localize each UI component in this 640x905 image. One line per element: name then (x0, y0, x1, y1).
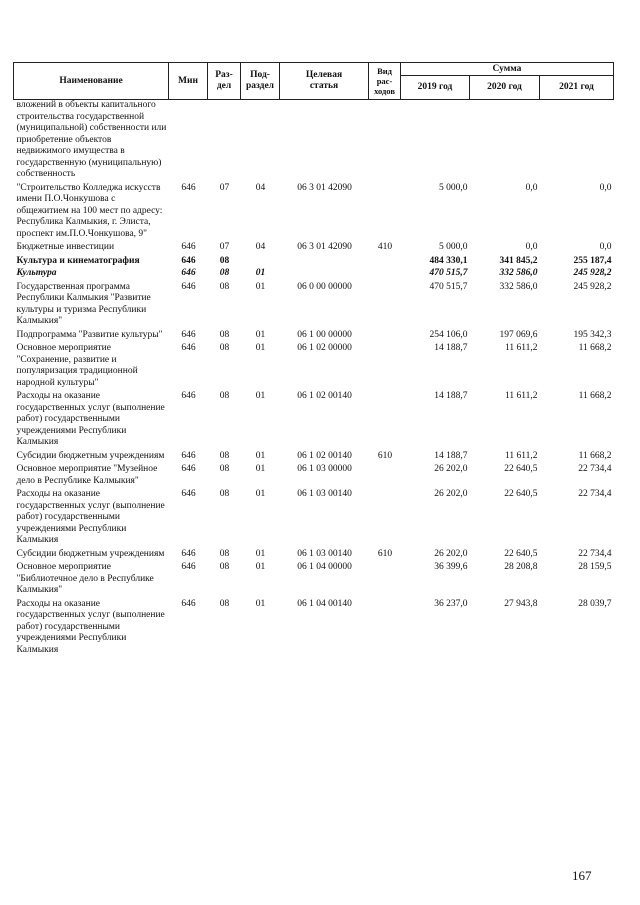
cell-sum-2019: 14 188,7 (434, 391, 468, 401)
table-body (14, 100, 614, 657)
cell-podrazdel: 01 (255, 464, 266, 474)
cell-celevaya-statya (280, 100, 369, 181)
cell-vid-rashodov (369, 487, 401, 547)
cell-sum-2020: 197 069,6 (499, 329, 538, 340)
cell-name: Расходы на оказание государственных услуг (выполнение работ) государственными учреждениями Республики Калмыкия (16, 598, 165, 655)
cell-razdel: 08 (219, 329, 230, 340)
header-vid-rashodov: Вид рас- ходов (369, 63, 401, 100)
cell-sum-2019: 26 202,0 (434, 548, 468, 559)
table-row (14, 487, 614, 547)
cell-min: 646 (181, 182, 196, 193)
cell-sum-2019: 5 000,0 (439, 182, 468, 193)
cell-name: Субсидии бюджетным учреждениям (16, 548, 165, 559)
header-celevaya-statya: Целевая статья (280, 63, 369, 100)
cell-min: 646 (181, 281, 196, 292)
cell-sum-2021: 22 734,4 (578, 464, 612, 474)
cell-sum-2020: 341 845,2 (499, 255, 538, 266)
header-podrazdel: Под- раздел (241, 63, 280, 100)
cell-sum-2020: 11 611,2 (504, 450, 538, 461)
table-row (14, 267, 614, 280)
cell-sum-2020: 22 640,5 (504, 489, 538, 499)
cell-sum-2021: 245 928,2 (573, 268, 612, 278)
header-summa: Сумма (401, 63, 614, 76)
cell-celevaya-statya (280, 267, 369, 280)
cell-name: Основное мероприятие "Музейное дело в Республике Калмыкия" (16, 464, 158, 486)
cell-vid-rashodov: 610 (377, 450, 393, 461)
cell-name: Культура (16, 268, 57, 278)
cell-podrazdel: 01 (255, 450, 266, 461)
table-row (14, 547, 614, 561)
table-row (14, 181, 614, 241)
cell-sum-2020 (470, 100, 540, 181)
cell-sum-2019: 254 106,0 (429, 329, 468, 340)
cell-vid-rashodov (369, 100, 401, 181)
cell-razdel: 08 (219, 281, 230, 292)
cell-name: Расходы на оказание государственных услуг (выполнение работ) государственными учреждениями Республики Калмыкия (16, 391, 165, 447)
cell-sum-2020: 22 640,5 (504, 464, 538, 474)
cell-razdel: 07 (219, 242, 230, 252)
cell-sum-2021: 11 668,2 (578, 450, 612, 461)
cell-sum-2021: 0,0 (599, 242, 612, 252)
cell-sum-2021: 245 928,2 (573, 281, 612, 292)
cell-podrazdel: 01 (255, 281, 266, 292)
cell-sum-2020: 332 586,0 (499, 268, 538, 278)
cell-min: 646 (181, 450, 196, 461)
header-year-2020: 2020 год (470, 76, 540, 100)
cell-sum-2019: 26 202,0 (434, 489, 468, 499)
table-row (14, 389, 614, 449)
cell-podrazdel: 04 (255, 182, 266, 193)
header-name: Наименование (14, 63, 169, 100)
cell-podrazdel (241, 100, 280, 181)
cell-sum-2021: 22 734,4 (578, 548, 612, 559)
table-row (14, 462, 614, 487)
cell-podrazdel: 01 (255, 548, 266, 559)
cell-min: 646 (181, 329, 196, 340)
cell-name: Подпрограмма "Развитие культуры" (16, 329, 163, 340)
cell-razdel (208, 100, 241, 181)
cell-name: Культура и кинематография (16, 255, 140, 266)
cell-podrazdel: 01 (255, 562, 266, 572)
table-row (14, 341, 614, 389)
header-min: Мин (169, 63, 208, 100)
cell-podrazdel (241, 254, 280, 268)
cell-vid-rashodov (369, 181, 401, 241)
cell-name: "Строительство Колледжа искусств имени П.О.Чонкушова с общежитием на 100 мест по адресу: Республика Калмыкия, г. Элиста, проспект им.П.О.Чонкушова, 9" (16, 182, 163, 239)
table-row (14, 560, 614, 597)
cell-celevaya-statya: 06 1 02 00140 (297, 391, 352, 401)
cell-podrazdel: 01 (255, 489, 266, 499)
cell-name: Расходы на оказание государственных услуг (выполнение работ) государственными учреждениями Республики Калмыкия (16, 489, 165, 545)
cell-sum-2021: 28 159,5 (578, 562, 612, 572)
cell-sum-2019 (401, 100, 470, 181)
cell-vid-rashodov (369, 254, 401, 268)
cell-min: 646 (181, 242, 196, 252)
cell-razdel: 08 (219, 598, 230, 609)
cell-celevaya-statya: 06 3 01 42090 (297, 182, 352, 193)
budget-table (13, 62, 614, 656)
cell-min: 646 (181, 391, 196, 401)
cell-sum-2021: 255 187,4 (573, 255, 612, 266)
cell-vid-rashodov (369, 341, 401, 389)
cell-sum-2021: 11 668,2 (578, 343, 612, 353)
table-row (14, 597, 614, 657)
cell-sum-2021: 11 668,2 (578, 391, 612, 401)
cell-podrazdel: 01 (255, 329, 266, 340)
cell-vid-rashodov (369, 389, 401, 449)
cell-sum-2020: 332 586,0 (499, 281, 538, 292)
cell-celevaya-statya: 06 1 02 00140 (297, 450, 352, 461)
cell-sum-2019: 36 399,6 (434, 562, 468, 572)
cell-celevaya-statya: 06 1 00 00000 (297, 329, 352, 340)
cell-razdel: 08 (219, 489, 230, 499)
cell-razdel: 07 (219, 182, 230, 193)
cell-vid-rashodov (369, 462, 401, 487)
table-row (14, 280, 614, 328)
cell-celevaya-statya: 06 1 03 00140 (297, 489, 352, 499)
cell-sum-2021 (540, 100, 614, 181)
cell-vid-rashodov (369, 597, 401, 657)
cell-sum-2019: 5 000,0 (439, 242, 468, 252)
cell-min: 646 (181, 343, 196, 353)
cell-name: Основное мероприятие "Сохранение, развитие и популяризация традиционной народной культуры" (16, 343, 138, 388)
cell-name: Основное мероприятие "Библиотечное дело в Республике Калмыкия" (16, 562, 154, 595)
cell-sum-2019: 26 202,0 (434, 464, 468, 474)
cell-sum-2019: 14 188,7 (434, 450, 468, 461)
cell-vid-rashodov (369, 560, 401, 597)
cell-celevaya-statya: 06 1 04 00140 (297, 598, 352, 609)
table-row (14, 449, 614, 463)
cell-sum-2021: 195 342,3 (573, 329, 612, 340)
cell-sum-2020: 22 640,5 (504, 548, 538, 559)
cell-sum-2019: 484 330,1 (429, 255, 468, 266)
cell-sum-2021: 0,0 (599, 182, 612, 193)
cell-sum-2019: 470 515,7 (429, 268, 468, 278)
cell-celevaya-statya (280, 254, 369, 268)
cell-min: 646 (181, 255, 196, 266)
cell-name: Государственная программа Республики Калмыкия "Развитие культуры и туризма Республики Калмыкия" (16, 281, 151, 326)
cell-celevaya-statya: 06 1 03 00140 (297, 548, 352, 559)
cell-podrazdel: 01 (255, 598, 266, 609)
cell-min (169, 100, 208, 181)
cell-celevaya-statya: 06 1 02 00000 (297, 343, 352, 353)
cell-razdel: 08 (219, 562, 230, 572)
table-row (14, 254, 614, 268)
page-number: 167 (572, 868, 592, 883)
cell-vid-rashodov: 410 (377, 242, 393, 252)
cell-celevaya-statya: 06 1 03 00000 (297, 464, 352, 474)
table-row (14, 240, 614, 254)
cell-celevaya-statya: 06 1 04 00000 (297, 562, 352, 572)
cell-razdel: 08 (219, 548, 230, 559)
cell-min: 646 (181, 268, 196, 278)
cell-min: 646 (181, 489, 196, 499)
header-razdel: Раз- дел (208, 63, 241, 100)
cell-razdel: 08 (219, 255, 230, 266)
cell-razdel: 08 (219, 343, 230, 353)
cell-sum-2020: 27 943,8 (504, 598, 538, 609)
cell-vid-rashodov (369, 280, 401, 328)
cell-name: вложений в объекты капитального строительства государственной (муниципальной) собственности или приобретение объектов недвижимого имущества в государственную (муниципальную) собственность (16, 100, 167, 179)
cell-podrazdel: 01 (255, 343, 266, 353)
cell-sum-2020: 11 611,2 (504, 343, 538, 353)
cell-sum-2020: 0,0 (525, 242, 538, 252)
cell-sum-2020: 0,0 (525, 182, 538, 193)
cell-sum-2020: 28 208,8 (504, 562, 538, 572)
cell-min: 646 (181, 464, 196, 474)
cell-min: 646 (181, 598, 196, 609)
cell-sum-2019: 36 237,0 (434, 598, 468, 609)
header-year-2021: 2021 год (540, 76, 614, 100)
table-row (14, 100, 614, 181)
cell-razdel: 08 (219, 464, 230, 474)
cell-name: Субсидии бюджетным учреждениям (16, 450, 165, 461)
cell-razdel: 08 (219, 268, 230, 278)
cell-vid-rashodov: 610 (377, 548, 393, 559)
cell-podrazdel: 04 (255, 242, 266, 252)
header-year-2019: 2019 год (401, 76, 470, 100)
cell-sum-2020: 11 611,2 (504, 391, 538, 401)
cell-sum-2021: 28 039,7 (578, 598, 612, 609)
table-row (14, 328, 614, 342)
cell-razdel: 08 (219, 391, 230, 401)
cell-sum-2019: 470 515,7 (429, 281, 468, 292)
cell-vid-rashodov (369, 328, 401, 342)
cell-min: 646 (181, 548, 196, 559)
cell-sum-2021: 22 734,4 (578, 489, 612, 499)
cell-vid-rashodov (369, 267, 401, 280)
cell-celevaya-statya: 06 3 01 42090 (297, 242, 352, 252)
cell-celevaya-statya: 06 0 00 00000 (297, 281, 352, 292)
cell-sum-2019: 14 188,7 (434, 343, 468, 353)
cell-podrazdel: 01 (255, 268, 266, 278)
cell-min: 646 (181, 562, 196, 572)
cell-razdel: 08 (219, 450, 230, 461)
cell-name: Бюджетные инвестиции (16, 242, 115, 252)
cell-podrazdel: 01 (255, 391, 266, 401)
